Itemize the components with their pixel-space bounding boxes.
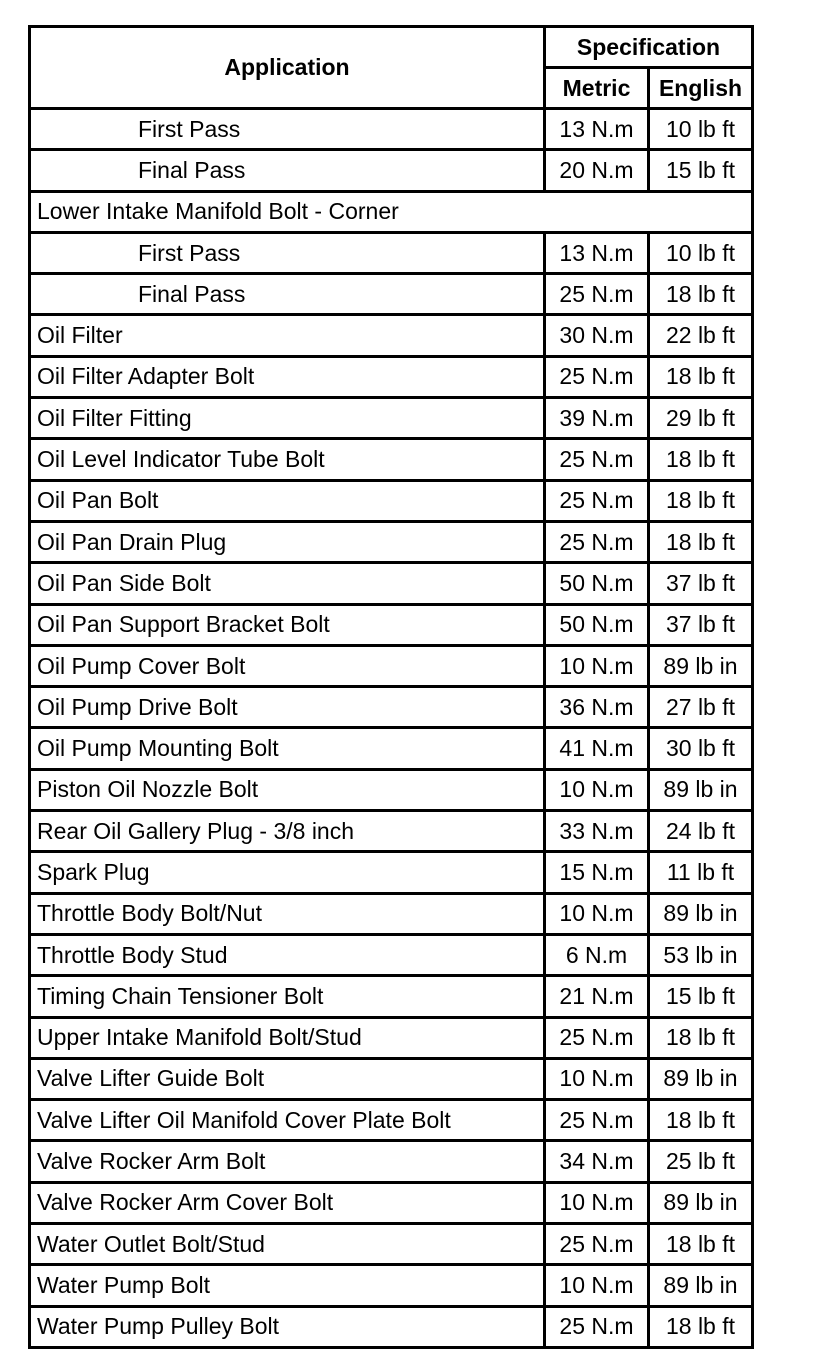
table-row bbox=[30, 976, 753, 1017]
application-cell: Rear Oil Gallery Plug - 3/8 inch bbox=[30, 811, 545, 852]
specification-header: Specification bbox=[545, 27, 753, 68]
english-cell: 18 lb ft bbox=[649, 1224, 753, 1265]
application-cell: First Pass bbox=[30, 109, 545, 150]
metric-cell: 41 N.m bbox=[545, 728, 649, 769]
metric-cell: 25 N.m bbox=[545, 480, 649, 521]
metric-cell: 25 N.m bbox=[545, 1017, 649, 1058]
application-header: Application bbox=[30, 27, 545, 109]
table-row bbox=[30, 728, 753, 769]
table-row bbox=[30, 398, 753, 439]
table-row bbox=[30, 1100, 753, 1141]
english-cell: 22 lb ft bbox=[649, 315, 753, 356]
metric-cell: 25 N.m bbox=[545, 1306, 649, 1347]
application-cell: Oil Filter Fitting bbox=[30, 398, 545, 439]
table-row bbox=[30, 315, 753, 356]
metric-cell: 30 N.m bbox=[545, 315, 649, 356]
english-cell: 18 lb ft bbox=[649, 1306, 753, 1347]
application-cell: Oil Filter bbox=[30, 315, 545, 356]
table-row bbox=[30, 1265, 753, 1306]
metric-cell: 25 N.m bbox=[545, 1224, 649, 1265]
english-cell: 18 lb ft bbox=[649, 1017, 753, 1058]
application-cell: Oil Level Indicator Tube Bolt bbox=[30, 439, 545, 480]
application-cell: Final Pass bbox=[30, 274, 545, 315]
application-cell: Oil Pan Support Bracket Bolt bbox=[30, 604, 545, 645]
english-cell: 18 lb ft bbox=[649, 1100, 753, 1141]
application-cell: Spark Plug bbox=[30, 852, 545, 893]
application-cell: Final Pass bbox=[30, 150, 545, 191]
metric-cell: 50 N.m bbox=[545, 563, 649, 604]
metric-cell: 25 N.m bbox=[545, 274, 649, 315]
english-cell: 89 lb in bbox=[649, 893, 753, 934]
english-cell: 18 lb ft bbox=[649, 356, 753, 397]
table-row bbox=[30, 687, 753, 728]
metric-header: Metric bbox=[545, 68, 649, 109]
metric-cell: 25 N.m bbox=[545, 521, 649, 562]
table-row bbox=[30, 521, 753, 562]
metric-cell: 34 N.m bbox=[545, 1141, 649, 1182]
metric-cell: 13 N.m bbox=[545, 109, 649, 150]
table-row bbox=[30, 274, 753, 315]
application-cell: Valve Lifter Guide Bolt bbox=[30, 1058, 545, 1099]
metric-cell: 6 N.m bbox=[545, 934, 649, 975]
english-cell: 24 lb ft bbox=[649, 811, 753, 852]
table-row bbox=[30, 232, 753, 273]
application-cell: Oil Pump Mounting Bolt bbox=[30, 728, 545, 769]
table-row bbox=[30, 934, 753, 975]
metric-cell: 10 N.m bbox=[545, 769, 649, 810]
table-row bbox=[30, 1224, 753, 1265]
application-cell: Timing Chain Tensioner Bolt bbox=[30, 976, 545, 1017]
english-cell: 53 lb in bbox=[649, 934, 753, 975]
english-cell: 89 lb in bbox=[649, 1265, 753, 1306]
application-cell: Water Pump Pulley Bolt bbox=[30, 1306, 545, 1347]
table-row bbox=[30, 480, 753, 521]
metric-cell: 36 N.m bbox=[545, 687, 649, 728]
application-cell: Water Pump Bolt bbox=[30, 1265, 545, 1306]
application-cell: Water Outlet Bolt/Stud bbox=[30, 1224, 545, 1265]
metric-cell: 13 N.m bbox=[545, 232, 649, 273]
english-cell: 10 lb ft bbox=[649, 232, 753, 273]
application-cell: Throttle Body Stud bbox=[30, 934, 545, 975]
english-cell: 10 lb ft bbox=[649, 109, 753, 150]
application-cell: Oil Pump Cover Bolt bbox=[30, 645, 545, 686]
english-cell: 25 lb ft bbox=[649, 1141, 753, 1182]
english-cell: 11 lb ft bbox=[649, 852, 753, 893]
table-row bbox=[30, 1058, 753, 1099]
application-cell: Oil Pan Drain Plug bbox=[30, 521, 545, 562]
english-cell: 37 lb ft bbox=[649, 604, 753, 645]
application-cell: Piston Oil Nozzle Bolt bbox=[30, 769, 545, 810]
english-cell: 15 lb ft bbox=[649, 150, 753, 191]
table-row bbox=[30, 356, 753, 397]
metric-cell: 21 N.m bbox=[545, 976, 649, 1017]
metric-cell: 50 N.m bbox=[545, 604, 649, 645]
application-cell: Oil Pan Bolt bbox=[30, 480, 545, 521]
table-row bbox=[30, 893, 753, 934]
english-cell: 89 lb in bbox=[649, 1058, 753, 1099]
english-header: English bbox=[649, 68, 753, 109]
metric-cell: 39 N.m bbox=[545, 398, 649, 439]
metric-cell: 10 N.m bbox=[545, 645, 649, 686]
english-cell: 18 lb ft bbox=[649, 480, 753, 521]
metric-cell: 10 N.m bbox=[545, 1265, 649, 1306]
metric-cell: 25 N.m bbox=[545, 356, 649, 397]
table-row bbox=[30, 852, 753, 893]
table-row bbox=[30, 150, 753, 191]
application-cell: Valve Lifter Oil Manifold Cover Plate Bolt bbox=[30, 1100, 545, 1141]
metric-cell: 10 N.m bbox=[545, 1182, 649, 1223]
section-label: Lower Intake Manifold Bolt - Corner bbox=[30, 191, 753, 232]
application-cell: Oil Filter Adapter Bolt bbox=[30, 356, 545, 397]
application-cell: Throttle Body Bolt/Nut bbox=[30, 893, 545, 934]
english-cell: 18 lb ft bbox=[649, 521, 753, 562]
english-cell: 30 lb ft bbox=[649, 728, 753, 769]
application-cell: Valve Rocker Arm Bolt bbox=[30, 1141, 545, 1182]
english-cell: 89 lb in bbox=[649, 645, 753, 686]
english-cell: 15 lb ft bbox=[649, 976, 753, 1017]
metric-cell: 33 N.m bbox=[545, 811, 649, 852]
table-row bbox=[30, 811, 753, 852]
english-cell: 27 lb ft bbox=[649, 687, 753, 728]
metric-cell: 10 N.m bbox=[545, 1058, 649, 1099]
metric-cell: 15 N.m bbox=[545, 852, 649, 893]
english-cell: 89 lb in bbox=[649, 769, 753, 810]
table-body bbox=[30, 109, 753, 1348]
english-cell: 18 lb ft bbox=[649, 274, 753, 315]
application-cell: Oil Pump Drive Bolt bbox=[30, 687, 545, 728]
metric-cell: 25 N.m bbox=[545, 1100, 649, 1141]
english-cell: 89 lb in bbox=[649, 1182, 753, 1223]
application-cell: Upper Intake Manifold Bolt/Stud bbox=[30, 1017, 545, 1058]
english-cell: 18 lb ft bbox=[649, 439, 753, 480]
torque-spec-table bbox=[28, 25, 754, 1349]
table-row bbox=[30, 1017, 753, 1058]
table-row bbox=[30, 769, 753, 810]
application-cell: Oil Pan Side Bolt bbox=[30, 563, 545, 604]
table-row bbox=[30, 645, 753, 686]
metric-cell: 20 N.m bbox=[545, 150, 649, 191]
section-row bbox=[30, 191, 753, 232]
application-cell: First Pass bbox=[30, 232, 545, 273]
table-row bbox=[30, 1306, 753, 1347]
application-cell: Valve Rocker Arm Cover Bolt bbox=[30, 1182, 545, 1223]
table-row bbox=[30, 1182, 753, 1223]
table-row bbox=[30, 109, 753, 150]
english-cell: 29 lb ft bbox=[649, 398, 753, 439]
metric-cell: 25 N.m bbox=[545, 439, 649, 480]
table-row bbox=[30, 1141, 753, 1182]
metric-cell: 10 N.m bbox=[545, 893, 649, 934]
table-row bbox=[30, 604, 753, 645]
english-cell: 37 lb ft bbox=[649, 563, 753, 604]
table-row bbox=[30, 439, 753, 480]
table-row bbox=[30, 563, 753, 604]
